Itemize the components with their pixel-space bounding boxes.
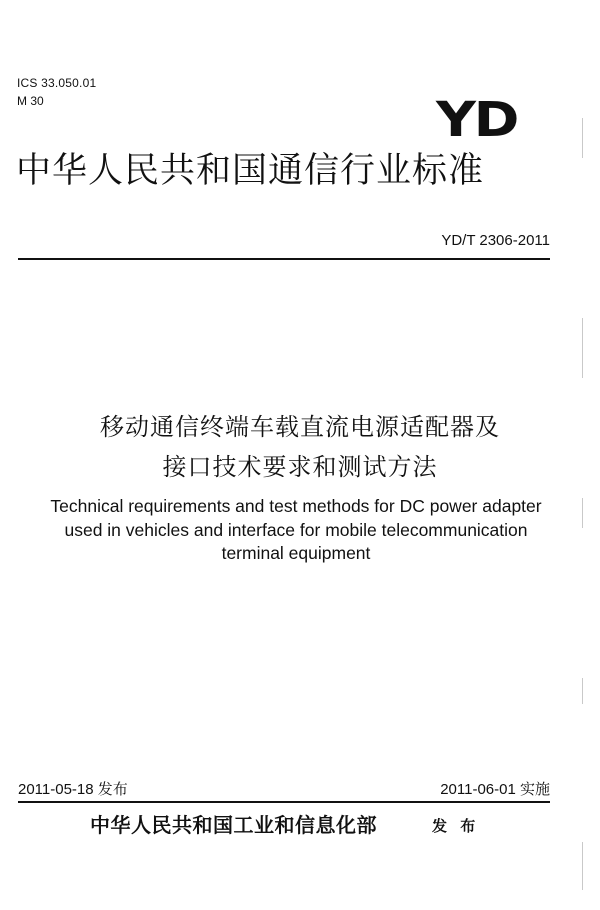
yd-logo: YD (436, 92, 518, 148)
document-title-en-line-3: terminal equipment (221, 543, 371, 563)
document-title-cn-line-1: 移动通信终端车载直流电源适配器及 (100, 413, 500, 441)
document-title-en-line-1: Technical requirements and test methods for DC power adapter (50, 496, 542, 516)
standard-category-title: 中华人民共和国通信行业标准 (16, 151, 485, 191)
publish-label: 发 布 (432, 817, 480, 835)
scan-edge-mark (582, 498, 583, 528)
scan-edge-mark (582, 842, 583, 890)
scan-edge-mark (582, 318, 583, 378)
document-title-en (10, 495, 582, 566)
issue-date: 2011-05-18 发布 (18, 781, 128, 798)
ics-code: ICS 33.050.01 (17, 76, 97, 90)
document-title-cn-line-2: 接口技术要求和测试方法 (162, 453, 438, 481)
scan-edge-mark (582, 678, 583, 704)
publisher-name: 中华人民共和国工业和信息化部 (90, 813, 377, 837)
top-divider (18, 258, 550, 260)
standard-number: YD/T 2306-2011 (441, 232, 550, 249)
document-title-en-line-2: used in vehicles and interface for mobile telecommunication (64, 519, 528, 540)
ccs-code: M 30 (17, 94, 44, 108)
bottom-divider (18, 801, 550, 803)
scan-edge-mark (582, 118, 583, 158)
implementation-date: 2011-06-01 实施 (440, 781, 550, 798)
